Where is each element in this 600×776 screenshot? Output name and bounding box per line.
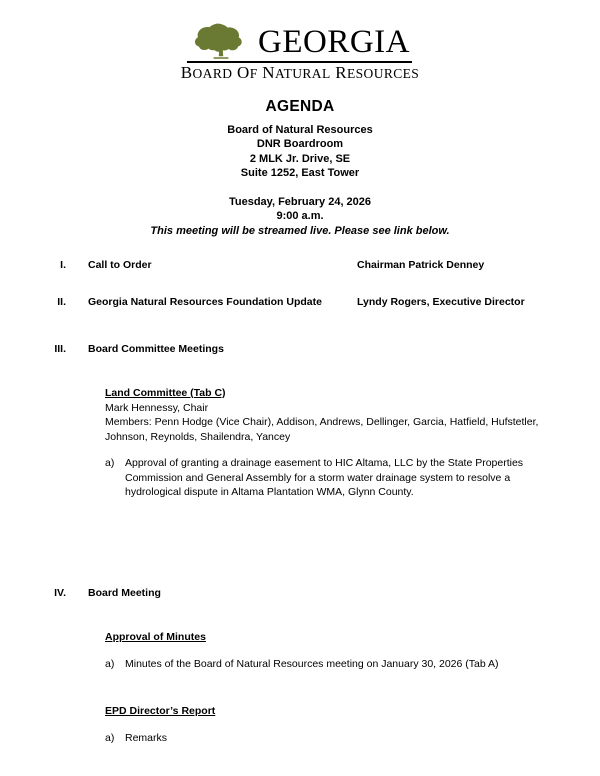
agenda-item-numeral: II. — [57, 295, 66, 308]
spacer — [0, 671, 600, 701]
land-committee-heading: Land Committee (Tab C) — [105, 386, 226, 399]
land-committee-chair: Mark Hennessy, Chair — [105, 401, 209, 414]
agenda-item-label: Georgia Natural Resources Foundation Update — [88, 295, 322, 308]
spacer — [0, 645, 600, 657]
list-marker: a) — [105, 657, 115, 670]
agenda-item-numeral: I. — [60, 259, 66, 271]
spacer — [0, 287, 600, 295]
logo-top-row — [181, 20, 419, 60]
spacer — [0, 500, 600, 586]
location-line-org: Board of Natural Resources — [227, 124, 373, 136]
agenda-item-speaker: Chairman Patrick Denney — [357, 259, 485, 271]
oak-tree-icon — [190, 20, 252, 60]
list-item-text: Approval of granting a drainage easement to HIC Altama, LLC by the State Properties Commission and General Assembly for a storm water drainage system to resolve a hydrological dispute in Altama Plantation WMA, Glynn County. — [125, 457, 524, 499]
agenda-item-numeral: IV. — [54, 587, 66, 600]
agenda-item-numeral: III. — [54, 343, 66, 355]
location-line-room: DNR Boardroom — [256, 138, 344, 151]
approval-of-minutes-entry-a — [105, 657, 555, 672]
list-item-text: Remarks — [125, 732, 168, 745]
meeting-date: Tuesday, February 24, 2026 — [228, 196, 372, 208]
spacer — [0, 323, 600, 342]
agenda-item-board-committee-meetings — [0, 342, 600, 357]
spacer — [0, 719, 600, 731]
agenda-item-label: Board Committee Meetings — [88, 343, 224, 355]
logo-wordmark: GEORGIA — [258, 24, 410, 60]
list-marker: a) — [105, 457, 115, 470]
page-title: AGENDA — [265, 98, 335, 115]
agenda-item-label: Board Meeting — [88, 587, 161, 600]
stream-note: This meeting will be streamed live. Please see link below. — [150, 224, 450, 237]
land-committee-block — [105, 383, 560, 445]
list-marker: a) — [105, 732, 115, 745]
approval-of-minutes-block — [105, 627, 560, 645]
approval-of-minutes-heading: Approval of Minutes — [105, 630, 206, 643]
land-committee-entry-a — [105, 456, 555, 500]
meeting-location-block — [0, 123, 600, 181]
logo-inner — [181, 20, 419, 83]
land-committee-members: Members: Penn Hodge (Vice Chair), Addison, Andrews, Dellinger, Garcia, Hatfield, Hufstetler, Johnson, Reynolds, Shailendra, Yancey — [105, 416, 539, 443]
epd-director-report-entry-a — [105, 731, 555, 746]
agenda-item-board-meeting — [0, 586, 600, 601]
epd-director-report-block — [105, 701, 560, 719]
agenda-item-call-to-order — [0, 258, 600, 273]
list-item-text: Minutes of the Board of Natural Resources meeting on January 30, 2026 (Tab A) — [125, 657, 499, 670]
land-committee-heading-wrap — [105, 383, 560, 401]
meeting-datetime-block — [0, 195, 600, 238]
logo-subtitle: BOARD OF NATURAL RESOURCES — [180, 63, 420, 82]
location-line-street: 2 MLK Jr. Drive, SE — [249, 152, 351, 165]
spacer — [0, 615, 600, 627]
agenda-item-foundation-update — [0, 295, 600, 310]
meeting-time: 9:00 a.m. — [276, 210, 324, 223]
spacer — [0, 444, 600, 456]
location-line-suite: Suite 1252, East Tower — [240, 167, 360, 180]
agenda-item-label: Call to Order — [88, 259, 152, 271]
spacer — [0, 371, 600, 383]
epd-director-report-heading: EPD Director’s Report — [105, 705, 216, 718]
agenda-body — [0, 258, 600, 746]
organization-logo — [0, 20, 600, 83]
agenda-item-speaker: Lyndy Rogers, Executive Director — [357, 295, 525, 308]
